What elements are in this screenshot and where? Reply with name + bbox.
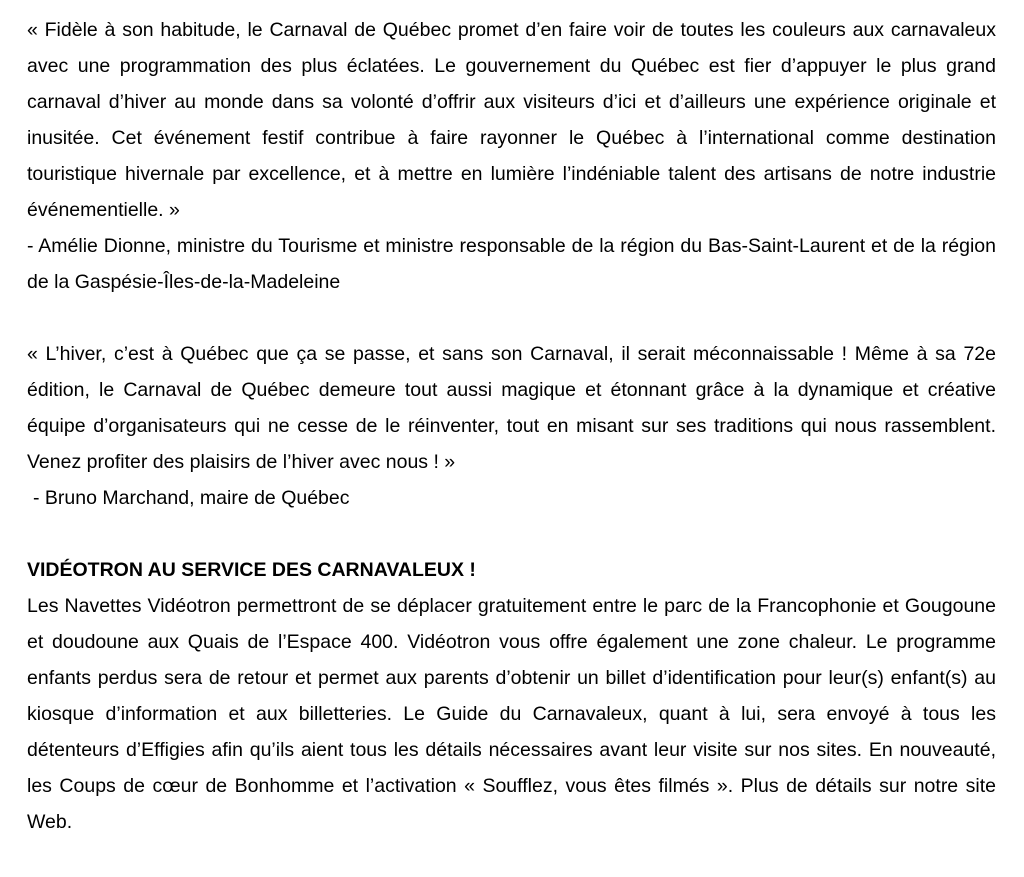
- paragraph-spacer: [27, 300, 996, 336]
- paragraph-spacer: [27, 516, 996, 552]
- quote-paragraph-mayor: « L’hiver, c’est à Québec que ça se passe, et sans son Carnaval, il serait méconnaissable ! Même à sa 72e édition, le Carnaval de Québec demeure tout aussi magique et étonnant grâce à la dynamique et créative équipe d’organisateurs qui ne cesse de le réinventer, tout en misant sur ses traditions qui nous rassemblent. Venez profiter des plaisirs de l’hiver avec nous ! »: [27, 343, 996, 473]
- quote-attribution-mayor: - Bruno Marchand, maire de Québec: [33, 487, 350, 509]
- section-body-videotron: Les Navettes Vidéotron permettront de se déplacer gratuitement entre le parc de la Francophonie et Gougoune et doudoune aux Quais de l’Espace 400. Vidéotron vous offre également une zone chaleur. Le programme enfants perdus sera de retour et permet aux parents d’obtenir un billet d’identification pour leur(s) enfant(s) au kiosque d’information et aux billetteries. Le Guide du Carnavaleux, quant à lui, sera envoyé à tous les détenteurs d’Effigies afin qu’ils aient tous les détails nécessaires avant leur visite sur nos sites. En nouveauté, les Coups de cœur de Bonhomme et l’activation « Soufflez, vous êtes filmés ». Plus de détails sur notre site Web.: [27, 595, 996, 833]
- section-heading-videotron: VIDÉOTRON AU SERVICE DES CARNAVALEUX !: [27, 559, 476, 581]
- quote-attribution-minister: - Amélie Dionne, ministre du Tourisme et ministre responsable de la région du Bas-Saint-Laurent et de la région de la Gaspésie-Îles-de-la-Madeleine: [27, 235, 996, 293]
- quote-paragraph-minister: « Fidèle à son habitude, le Carnaval de Québec promet d’en faire voir de toutes les couleurs aux carnavaleux avec une programmation des plus éclatées. Le gouvernement du Québec est fier d’appuyer le plus grand carnaval d’hiver au monde dans sa volonté d’offrir aux visiteurs d’ici et d’ailleurs une expérience originale et inusitée. Cet événement festif contribue à faire rayonner le Québec à l’international comme destination touristique hivernale par excellence, et à mettre en lumière l’indéniable talent des artisans de notre industrie événementielle. »: [27, 19, 996, 221]
